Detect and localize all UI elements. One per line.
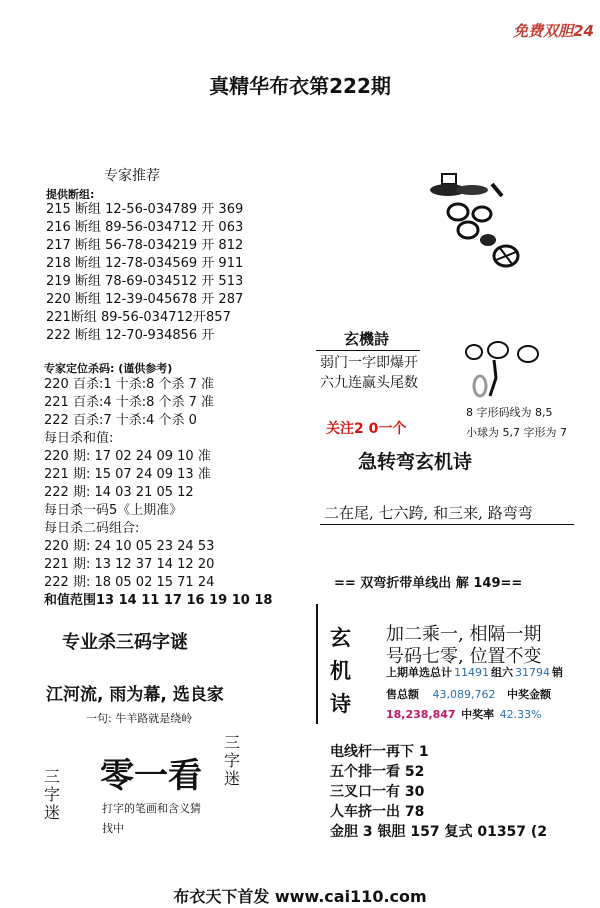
vertical-left-label: 三字迷 — [44, 767, 61, 822]
focus-note: 关注2 0一个 — [326, 421, 407, 437]
double-line: == 双弯折带单线出 解 149== — [334, 576, 523, 591]
list-item: 217 断组 56-78-034219 开 812 — [46, 238, 244, 253]
list-item: 216 断组 89-56-034712 开 063 — [46, 220, 244, 235]
xj-vertical-1: 玄 — [330, 625, 351, 650]
vertical-right-label: 三字迷 — [224, 733, 241, 788]
xj-stat-row-1 — [386, 662, 565, 684]
list-item: 金胆 3 银胆 157 复式 01357 (2 — [330, 824, 548, 840]
watermark-text: 免费双胆24 — [513, 22, 594, 40]
riddle-note-1: 打字的笔画和含义猜 — [102, 802, 201, 815]
turn-divider — [320, 524, 574, 525]
turn-title: 急转弯玄机诗 — [358, 451, 473, 473]
riddle-big-text: 零一看 — [100, 756, 202, 796]
clue-list — [330, 742, 547, 842]
list-item: 221断组 89-56-034712开857 — [46, 310, 231, 325]
list-item: 人车挤一出 78 — [330, 804, 425, 820]
page-title: 真精华布衣第222期 — [209, 74, 391, 98]
expert-heading: 专家推荐 — [104, 168, 160, 184]
one-code: 每日杀一码5《上期准》 — [44, 503, 183, 518]
stat-value: 42.33% — [499, 708, 542, 721]
xj-vertical-3: 诗 — [330, 691, 351, 716]
decorative-doodle-middle — [462, 338, 542, 408]
list-item: 215 断组 12-56-034789 开 369 — [46, 202, 244, 217]
decorative-doodle-top — [420, 168, 530, 278]
riddle-note-2: 找中 — [102, 822, 124, 835]
sum-range: 和值范围13 14 11 17 16 19 10 18 — [44, 593, 273, 608]
xj-line-2: 号码七零, 位置不变 — [386, 646, 542, 667]
kill-heading: 专家定位杀码: (谨供参考) — [44, 362, 173, 375]
xj-stat-row-2 — [386, 684, 553, 706]
list-item: 220 断组 12-39-045678 开 287 — [46, 292, 244, 307]
xj-stat-row-3 — [386, 704, 544, 726]
list-item: 五个排一看 52 — [330, 764, 425, 780]
list-item: 220 期: 24 10 05 23 24 53 — [44, 539, 215, 554]
list-item: 221 百杀:4 十杀:8 个杀 7 准 — [44, 395, 215, 410]
list-item: 220 百杀:1 十杀:8 个杀 7 准 — [44, 377, 215, 392]
xj-line-1: 加二乘一, 相隔一期 — [386, 624, 542, 645]
footer: 布衣天下首发 www.cai110.com — [173, 887, 427, 906]
stat-label: 上期单选总计 — [386, 666, 452, 679]
list-item: 220 期: 17 02 24 09 10 准 — [44, 449, 211, 464]
riddle-poem: 江河流, 雨为幕, 选良家 — [46, 685, 224, 705]
list-item: 222 百杀:7 十杀:4 个杀 0 — [44, 413, 197, 428]
list-item: 219 断组 78-69-034512 开 513 — [46, 274, 244, 289]
stat-value: 18,238,847 — [386, 708, 456, 721]
kill-list — [44, 376, 272, 610]
stat-label: 组六 — [491, 666, 513, 679]
list-item: 三叉口一有 30 — [330, 784, 425, 800]
list-item: 221 期: 13 12 37 14 12 20 — [44, 557, 215, 572]
sum-heading: 每日杀和值: — [44, 431, 114, 446]
xj-vertical-2: 机 — [330, 658, 351, 683]
xuanji-line-1: 弱门一字即爆开 — [320, 355, 418, 371]
riddle-heading: 专业杀三码字谜 — [62, 632, 188, 653]
stat-label: 售总额 — [386, 688, 419, 701]
stat-value: 31794 — [515, 666, 550, 679]
riddle-hint: 一句: 牛羊路就是绕岭 — [86, 712, 193, 725]
side-note-1: 8 字形码线为 8,5 — [466, 406, 553, 419]
xuanji-heading: 玄機詩 — [344, 330, 390, 348]
two-code-heading: 每日杀二码组合: — [44, 521, 140, 536]
xuanji-divider — [316, 350, 420, 351]
stat-value: 11491 — [454, 666, 489, 679]
list-item: 222 期: 18 05 02 15 71 24 — [44, 575, 215, 590]
stat-label: 销 — [552, 666, 563, 679]
list-item: 222 断组 12-70-934856 开 — [46, 328, 215, 343]
list-item: 218 断组 12-78-034569 开 911 — [46, 256, 244, 271]
xj-side-bar — [316, 604, 318, 724]
stat-value: 43,089,762 — [432, 688, 496, 701]
stat-label: 中奖率 — [461, 708, 495, 721]
xuanji-line-2: 六九连赢头尾数 — [320, 375, 418, 391]
stat-label: 中奖金额 — [506, 688, 551, 701]
expert-list — [46, 201, 243, 345]
side-note-2: 小球为 5,7 字形为 7 — [466, 426, 567, 439]
list-item: 221 期: 15 07 24 09 13 准 — [44, 467, 211, 482]
turn-line: 二在尾, 七六跨, 和三来, 路弯弯 — [324, 504, 533, 522]
expert-subheading: 提供断组: — [46, 188, 95, 201]
list-item: 222 期: 14 03 21 05 12 — [44, 485, 194, 500]
list-item: 电线杆一再下 1 — [330, 744, 429, 760]
